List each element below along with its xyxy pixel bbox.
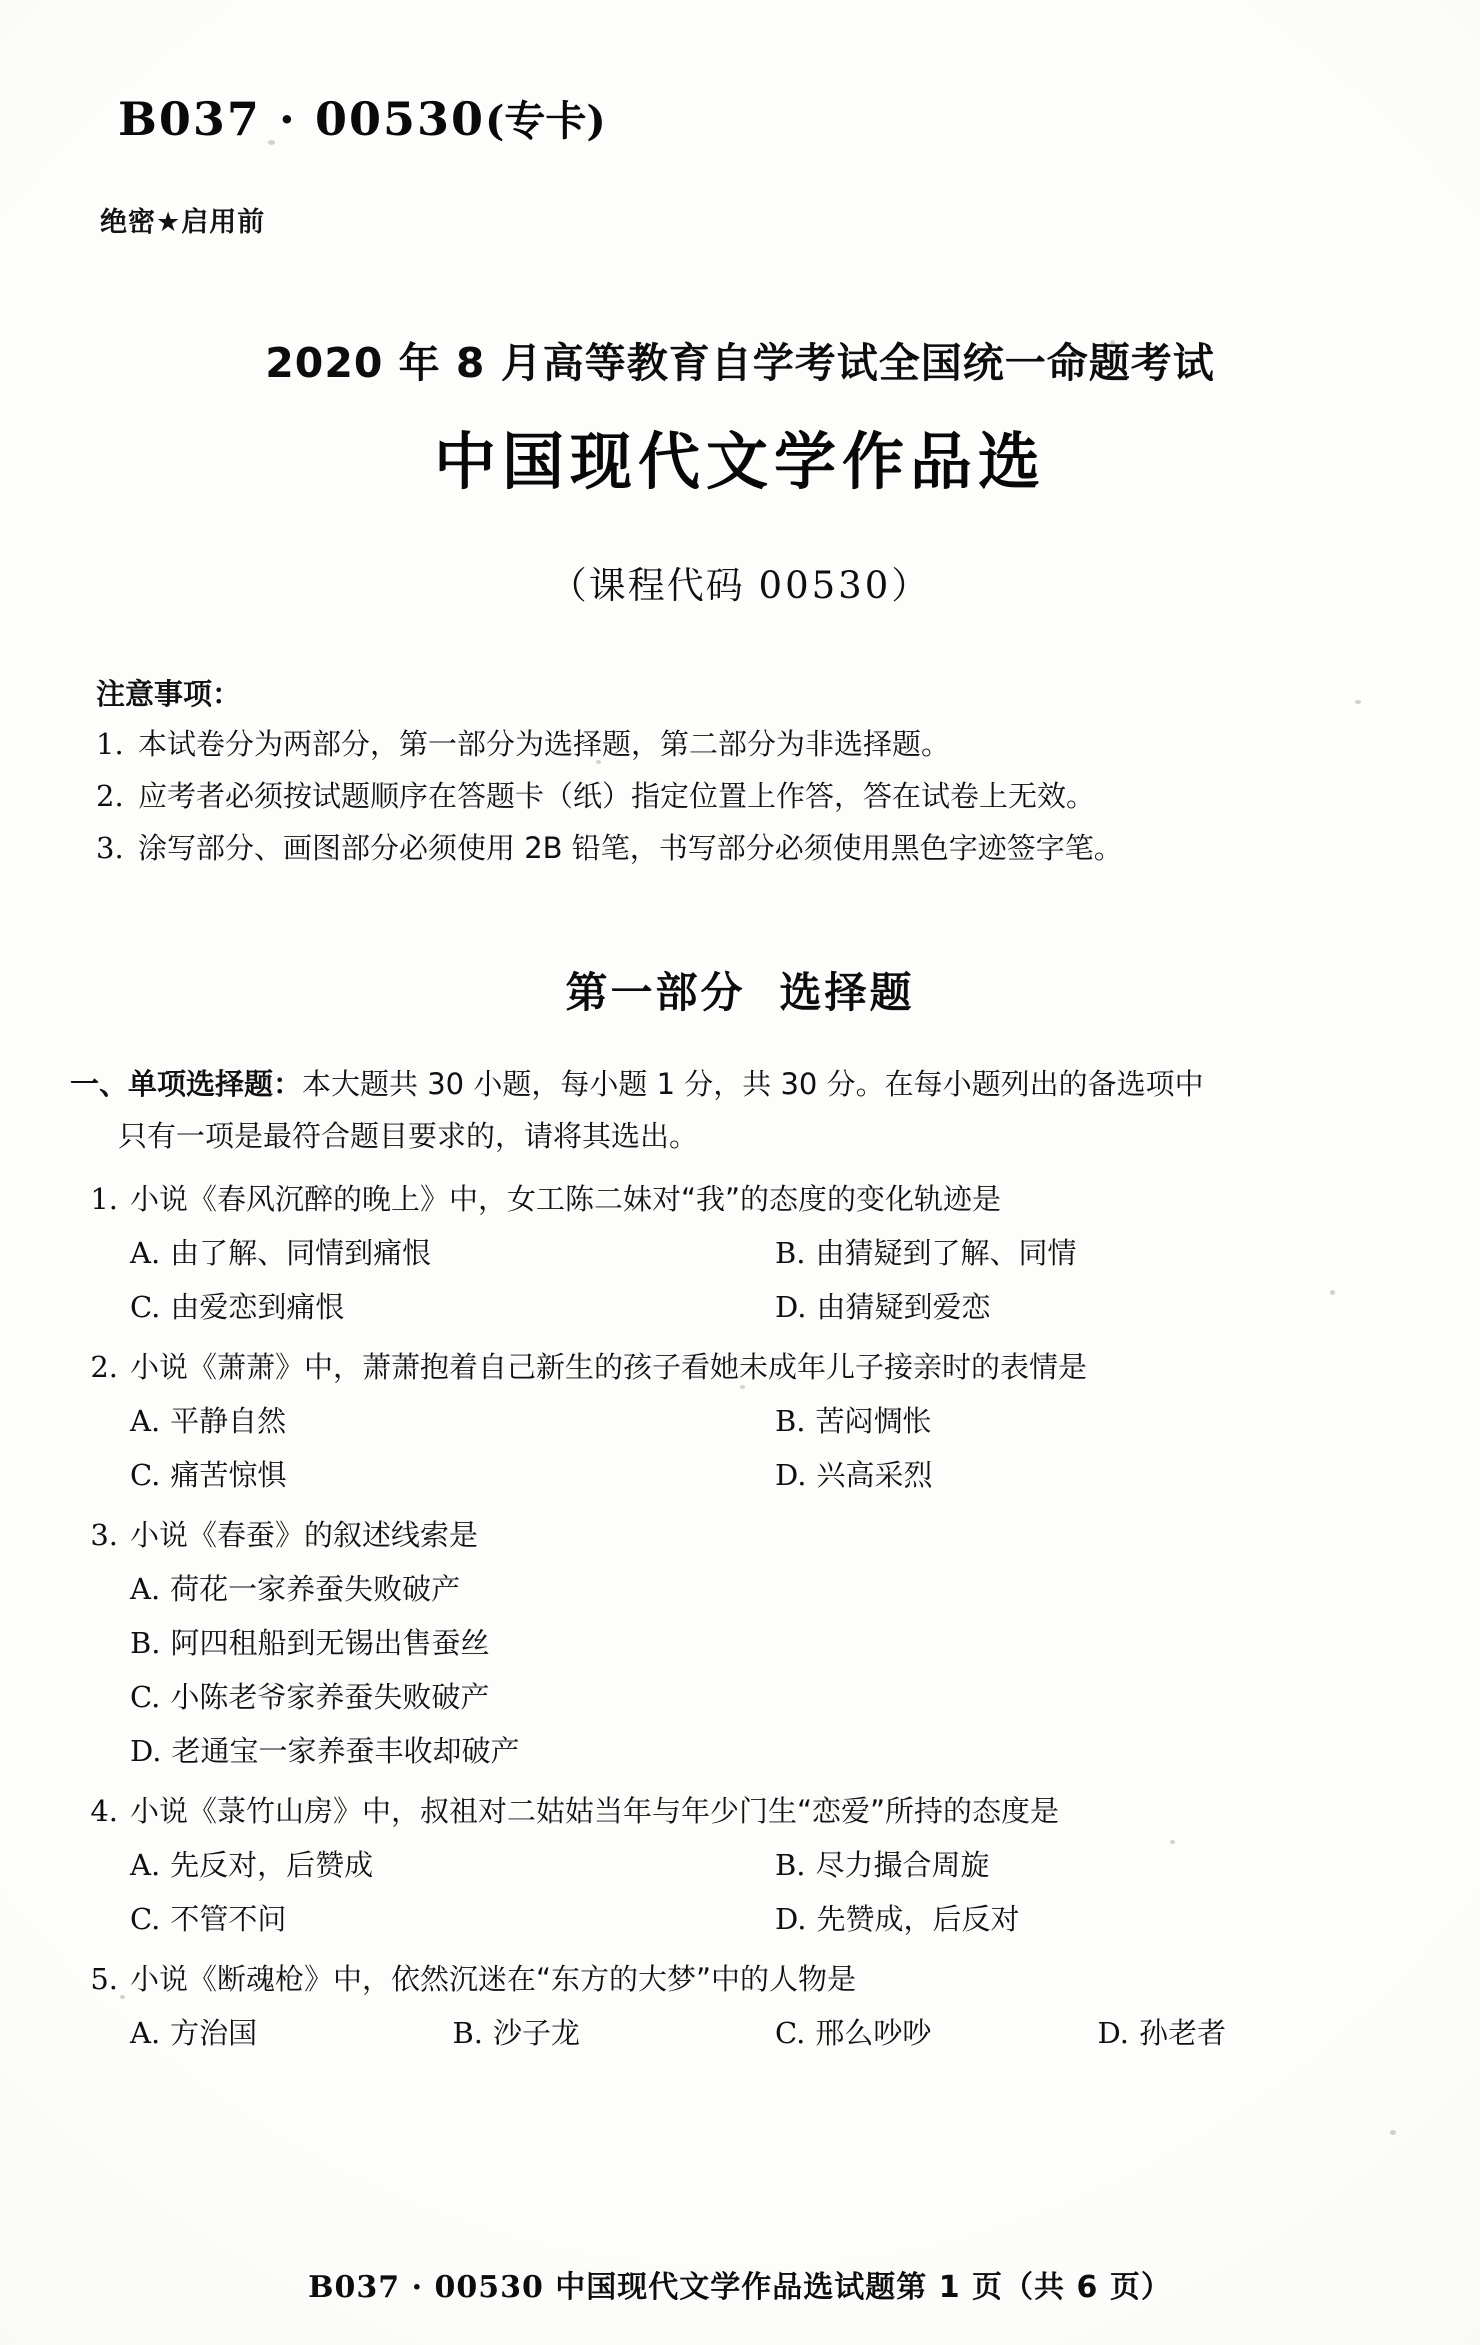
paper-code-number: B037 · 00530 (118, 92, 485, 146)
option-a[interactable] (130, 1394, 775, 1448)
notice-item-text: 应考者必须按试题顺序在答题卡（纸）指定位置上作答，答在试卷上无效。 (138, 779, 1096, 813)
option-row (130, 2006, 1420, 2060)
option-group (70, 1838, 1420, 1946)
notice-item-index: 1. (96, 727, 124, 761)
option-label: C. (130, 1680, 161, 1714)
option-row (130, 1724, 1420, 1778)
option-text: 兴高采烈 (816, 1458, 933, 1492)
option-d[interactable] (775, 1892, 1420, 1946)
option-label: D. (775, 1458, 807, 1492)
option-label: A. (130, 1572, 161, 1606)
option-c[interactable] (130, 1892, 775, 1946)
option-row (130, 1670, 1420, 1724)
section-instruction-lead: 一、单项选择题： (70, 1067, 303, 1101)
option-b[interactable] (775, 1838, 1420, 1892)
notice-item-text: 涂写部分、画图部分必须使用 2B 铅笔，书写部分必须使用黑色字迹签字笔。 (138, 831, 1123, 865)
option-a[interactable] (130, 1838, 775, 1892)
question-stem (70, 1952, 1420, 2006)
notice-item (96, 770, 1396, 822)
option-label: B. (775, 1236, 806, 1270)
option-group (70, 1562, 1420, 1778)
option-text: 苦闷惆怅 (815, 1404, 932, 1438)
option-text: 由猜疑到了解、同情 (815, 1236, 1077, 1270)
option-label: D. (775, 1290, 807, 1324)
question-text: 小说《萧萧》中，萧萧抱着自己新生的孩子看她未成年儿子接亲时的表情是 (130, 1350, 1088, 1384)
option-text: 平静自然 (170, 1404, 287, 1438)
option-label: C. (130, 1290, 161, 1324)
option-c[interactable] (130, 1670, 1420, 1724)
option-b[interactable] (775, 1394, 1420, 1448)
option-group (70, 1394, 1420, 1502)
course-code-suffix: ） (891, 564, 931, 607)
option-text: 先反对，后赞成 (170, 1848, 374, 1882)
option-label: C. (775, 2016, 806, 2050)
option-row (130, 1892, 1420, 1946)
part-heading-left: 第一部分 (565, 968, 746, 1017)
question-text: 小说《菉竹山房》中，叔祖对二姑姑当年与年少门生“恋爱”所持的态度是 (130, 1794, 1060, 1828)
question-item (70, 1784, 1420, 1946)
option-label: A. (130, 2016, 161, 2050)
option-row (130, 1616, 1420, 1670)
notice-item (96, 718, 1396, 770)
notice-heading: 注意事项： (96, 677, 242, 711)
question-list (70, 1172, 1420, 2066)
part-heading (0, 960, 1480, 1020)
option-text: 小陈老爷家养蚕失败破产 (170, 1680, 490, 1714)
option-label: D. (1097, 2016, 1129, 2050)
notice-item-index: 3. (96, 831, 124, 865)
footer-text: 中国现代文学作品选试题第 1 页（共 6 页） (555, 2270, 1172, 2305)
option-text: 由爱恋到痛恨 (170, 1290, 345, 1324)
option-a[interactable] (130, 1226, 775, 1280)
paper-code-header (118, 88, 606, 147)
option-label: B. (452, 2016, 484, 2050)
option-b[interactable] (130, 1616, 1420, 1670)
option-text: 老通宝一家养蚕丰收却破产 (171, 1734, 520, 1768)
option-text: 邢么吵吵 (815, 2016, 932, 2050)
option-label: C. (130, 1902, 161, 1936)
question-stem (70, 1340, 1420, 1394)
question-text: 小说《断魂枪》中，依然沉迷在“东方的大梦”中的人物是 (130, 1962, 857, 1996)
option-label: A. (130, 1404, 161, 1438)
section-instruction (70, 1058, 1390, 1162)
option-label: B. (775, 1404, 806, 1438)
section-instruction-line1: 本大题共 30 小题，每小题 1 分，共 30 分。在每小题列出的备选项中 (302, 1067, 1204, 1101)
option-label: A. (130, 1236, 161, 1270)
question-item (70, 1508, 1420, 1778)
course-code-number: 00530 (758, 564, 892, 607)
option-label: A. (130, 1848, 161, 1882)
option-label: D. (130, 1734, 162, 1768)
notice-item-text: 本试卷分为两部分，第一部分为选择题，第二部分为非选择题。 (138, 727, 951, 761)
footer-paper-code: B037 · 00530 (308, 2270, 544, 2305)
option-text: 痛苦惊惧 (170, 1458, 287, 1492)
question-stem (70, 1508, 1420, 1562)
option-group (70, 1226, 1420, 1334)
question-text: 小说《春蚕》的叙述线索是 (130, 1518, 479, 1552)
option-label: D. (775, 1902, 807, 1936)
notice-item-index: 2. (96, 779, 124, 813)
section-instruction-line2: 只有一项是最符合题目要求的，请将其选出。 (118, 1119, 699, 1153)
question-number: 2. (90, 1350, 118, 1384)
option-text: 阿四租船到无锡出售蚕丝 (170, 1626, 490, 1660)
option-row (130, 1280, 1420, 1334)
question-number: 5. (90, 1962, 118, 1996)
option-text: 不管不问 (170, 1902, 287, 1936)
option-text: 方治国 (170, 2016, 258, 2050)
option-text: 由了解、同情到痛恨 (170, 1236, 432, 1270)
secrecy-notice: 绝密★启用前 (100, 207, 266, 238)
option-text: 尽力撮合周旋 (815, 1848, 990, 1882)
notice-item (96, 822, 1396, 874)
option-c[interactable] (775, 2006, 1098, 2060)
question-number: 4. (90, 1794, 118, 1828)
question-number: 1. (90, 1182, 118, 1216)
course-title: 中国现代文学作品选 (433, 425, 1046, 498)
question-stem (70, 1784, 1420, 1838)
question-stem (70, 1172, 1420, 1226)
notice-list (96, 718, 1396, 874)
option-d[interactable] (775, 1448, 1420, 1502)
option-row (130, 1838, 1420, 1892)
question-item (70, 1952, 1420, 2060)
scan-speck (1390, 2130, 1396, 2135)
option-row (130, 1226, 1420, 1280)
question-number: 3. (90, 1518, 118, 1552)
option-b[interactable] (453, 2006, 776, 2060)
option-text: 沙子龙 (493, 2016, 581, 2050)
option-label: B. (775, 1848, 806, 1882)
option-text: 由猜疑到爱恋 (816, 1290, 991, 1324)
option-text: 先赞成，后反对 (816, 1902, 1020, 1936)
option-d[interactable] (1098, 2006, 1421, 2060)
option-b[interactable] (775, 1226, 1420, 1280)
exam-session-line: 2020 年 8 月高等教育自学考试全国统一命题考试 (265, 339, 1215, 387)
course-code-line (0, 555, 1480, 609)
option-c[interactable] (130, 1448, 775, 1502)
option-d[interactable] (775, 1280, 1420, 1334)
question-text: 小说《春风沉醉的晚上》中，女工陈二妹对“我”的态度的变化轨迹是 (130, 1182, 1002, 1216)
question-item (70, 1340, 1420, 1502)
scan-speck (1355, 700, 1361, 704)
part-heading-right: 选择题 (779, 968, 915, 1017)
option-row (130, 1448, 1420, 1502)
option-text: 孙老者 (1138, 2016, 1226, 2050)
course-code-prefix: （课程代码 (549, 564, 745, 607)
option-row (130, 1562, 1420, 1616)
option-d[interactable] (130, 1724, 1420, 1778)
question-item (70, 1172, 1420, 1334)
option-label: C. (130, 1458, 161, 1492)
option-row (130, 1394, 1420, 1448)
page-footer (0, 2262, 1480, 2306)
option-label: B. (130, 1626, 161, 1660)
option-a[interactable] (130, 2006, 453, 2060)
option-a[interactable] (130, 1562, 1420, 1616)
option-text: 荷花一家养蚕失败破产 (170, 1572, 461, 1606)
paper-code-suffix: (专卡) (484, 97, 606, 145)
option-group (70, 2006, 1420, 2060)
option-c[interactable] (130, 1280, 775, 1334)
